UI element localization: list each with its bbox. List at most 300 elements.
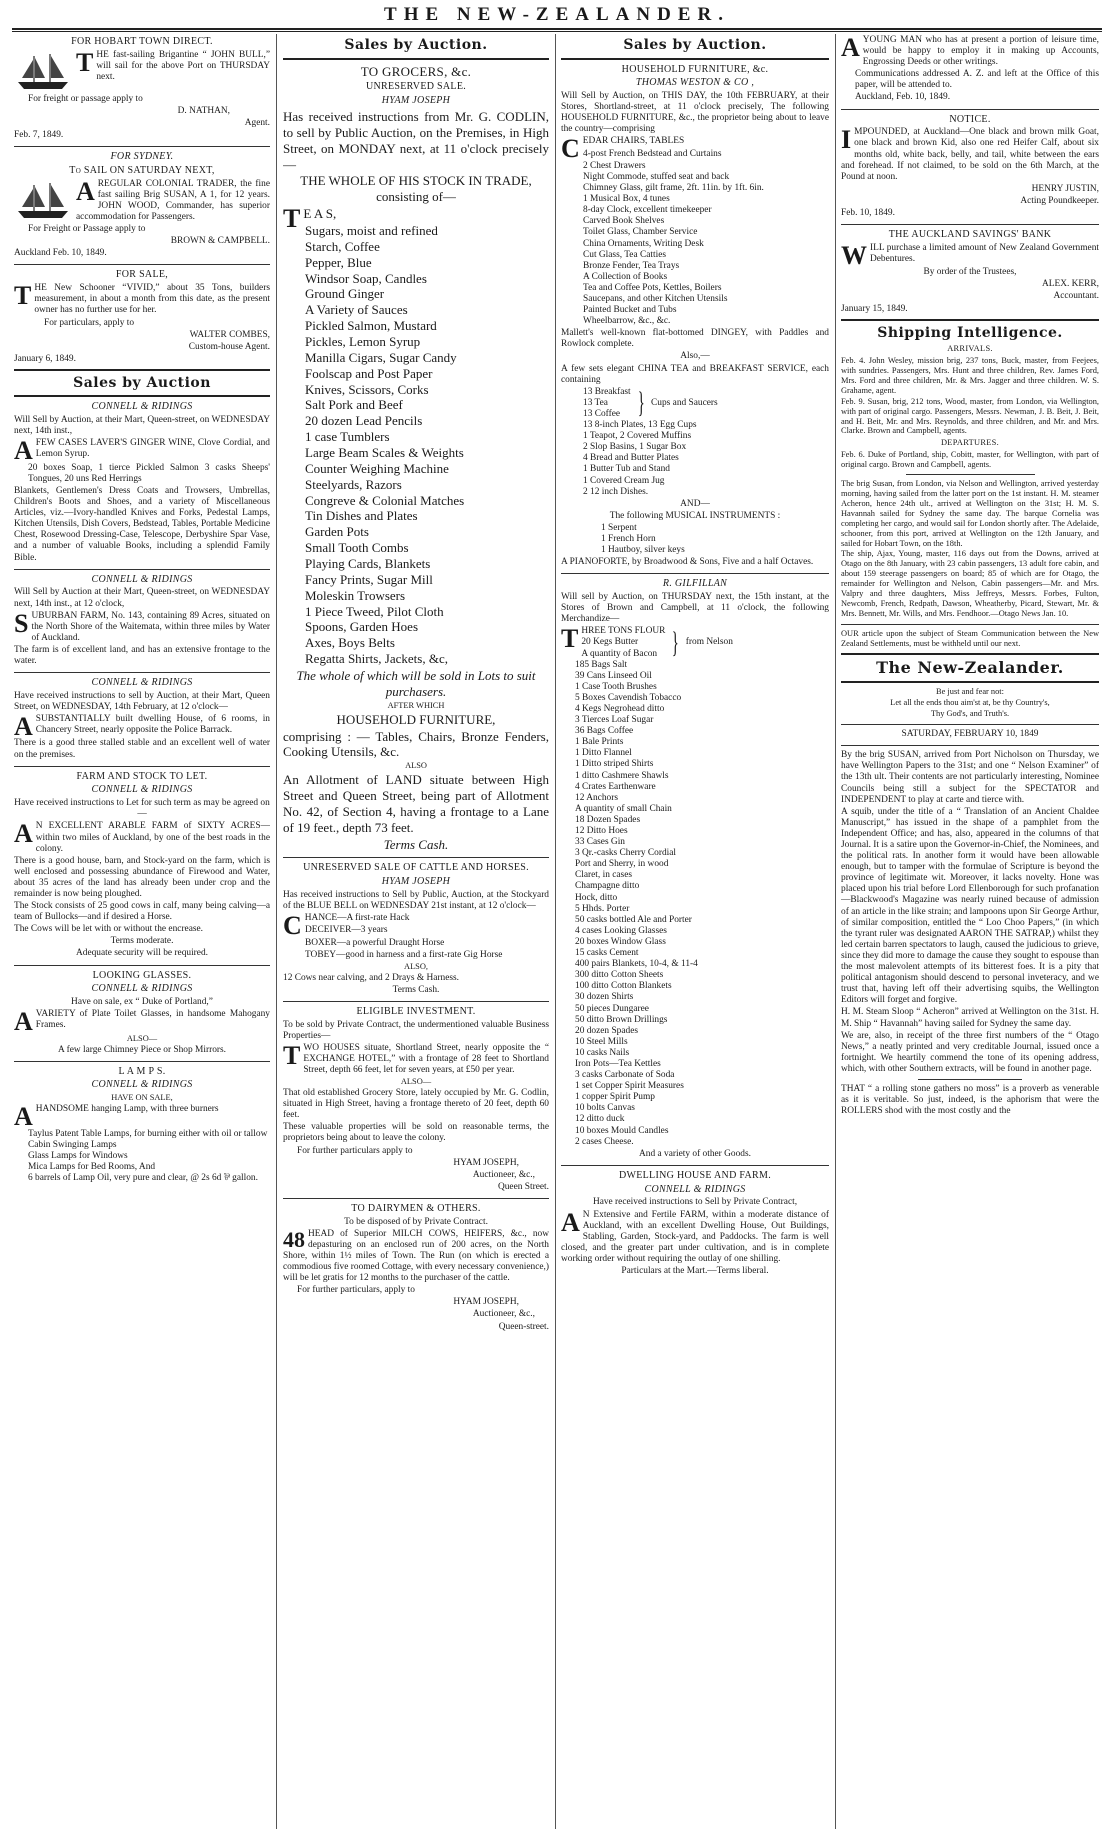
- ad-text: Will Sell by Auction, at their Mart, Queen-street, on WEDNESDAY next, 14th inst.,: [14, 415, 270, 437]
- section-heading: Sales by Auction: [73, 374, 211, 391]
- ad-lead: WO HOUSES situate, Shortland Street, nearly opposite the “ EXCHANGE HOTEL,” with a frontage of 28 feet to Shortland Street, depth 66 feet, let for seven years, at £50 per year.: [303, 1042, 549, 1076]
- ad-p3: The Cows will be let with or without the encrease.: [14, 924, 204, 935]
- list-item: A quantity of Bacon: [581, 648, 658, 659]
- drop-cap: S: [14, 608, 29, 638]
- column-2: [283, 34, 549, 1829]
- ad-firm: CONNELL & RIDINGS: [91, 1079, 193, 1091]
- list-item: 1 case Tumblers: [305, 429, 390, 445]
- drop-cap: A: [14, 1007, 33, 1037]
- ad-text: To be disposed of by Private Contract.: [344, 1216, 488, 1227]
- list-item: 2 12 inch Dishes.: [583, 486, 649, 497]
- list-item: 1 Case Tooth Brushes: [575, 681, 657, 692]
- departures-heading: DEPARTURES.: [940, 438, 1000, 448]
- ad-security: Adequate security will be required.: [76, 948, 208, 959]
- separator: [841, 745, 1099, 746]
- motto-line: Be just and fear not:: [936, 687, 1004, 697]
- separator: [841, 624, 1099, 625]
- arrivals-heading: ARRIVALS.: [947, 344, 993, 354]
- list-item: Cabin Swinging Lamps: [28, 1139, 117, 1150]
- arrival-entry: Feb. 4. John Wesley, mission brig, 237 tons, Buck, master, from Feejees, with sundries. Passengers, Mrs. Hunt and three children, Rev. James Ford, Mrs. Ford and three children, Mr. & Mrs. Jagger and three children. W. S. Grahame, agent.: [841, 356, 1099, 395]
- ship-news: The brig Susan, from London, via Nelson and Wellington, arrived yesterday morning, having sailed from the latter port on the 1st instant. H. M. steamer Acheron, hence 24th ult., arrived at Wellington on the 31st; H. M. S. Havannah sailed for Sydney the same day. The barque Cornelia was completing her cargo, and would sail for London shortly after. The Adelaide, schooner, from this port, arrived at Wellington on the 12th January, and sailed for Hobart Town, on the 18th.: [841, 479, 1099, 548]
- list-item: 20 boxes Window Glass: [575, 936, 666, 947]
- ad-text: Have on sale, ex “ Duke of Portland,”: [71, 997, 213, 1008]
- list-item: 13 8-inch Plates, 13 Egg Cups: [583, 420, 697, 431]
- list-item: 1 Covered Cream Jug: [583, 475, 665, 486]
- ad-terms: Terms Cash.: [392, 984, 440, 995]
- ad-date: Auckland Feb. 10, 1849.: [14, 248, 107, 259]
- ad-role: Custom-house Agent.: [188, 341, 270, 352]
- ad-name: HYAM JOSEPH: [381, 876, 451, 888]
- list-item: Wheelbarrow, &c., &c.: [583, 316, 671, 327]
- ad-lead: HEAD of Superior MILCH COWS, HEIFERS, &c., now depasturing on an enclosed run of 200 acres, on the North Shore, within 1½ miles of Town. The Run (on which is erected a commodious five roomed Cottage, with every necessary convenience,) will be let gratis for 12 months to the purchaser of the cattle.: [283, 1228, 549, 1284]
- ad-lead: N EXCELLENT ARABLE FARM of SIXTY ACRES—within two miles of Auckland, by one of the best roads in the colony.: [35, 821, 270, 854]
- list-item: Port and Sherry, in wood: [575, 859, 669, 870]
- ad-name: HENRY JUSTIN,: [1031, 183, 1099, 194]
- list-item: Pickled Salmon, Mustard: [305, 318, 437, 334]
- ad-role: Agent.: [244, 117, 270, 128]
- editorial-para: H. M. Steam Sloop “ Acheron” arrived at Wellington on the 31st. H. M. Ship “ Havannah” having sailed for Sydney the same day.: [841, 1007, 1099, 1029]
- list-item: 10 casks Nails: [575, 1047, 630, 1058]
- cups-label: Cups and Saucers: [651, 397, 718, 408]
- ad-glasses: [14, 970, 270, 1056]
- ad-furniture: HOUSEHOLD FURNITURE,: [336, 711, 496, 727]
- ad-cows: 12 Cows near calving, and 2 Drays & Harness.: [283, 972, 460, 983]
- list-item: Bronze Fender, Tea Trays: [583, 260, 680, 271]
- column-rule: [835, 34, 836, 1829]
- separator: [283, 857, 549, 858]
- ad-also: ALSO—: [400, 1077, 432, 1087]
- editorial-date: SATURDAY, FEBRUARY 10, 1849: [901, 729, 1039, 740]
- separator: [14, 672, 270, 673]
- ad-sub: To SAIL ON SATURDAY NEXT,: [69, 164, 215, 176]
- ad-comprising: comprising : — Tables, Chairs, Bronze Fenders, Cooking Utensils, &c.: [283, 728, 549, 760]
- separator: [561, 58, 829, 60]
- list-item: 4 Crates Earthenware: [575, 781, 656, 792]
- ad-farm: [14, 771, 270, 960]
- ad-items: 20 boxes Soap, 1 tierce Pickled Salmon 3 casks Sheeps' Tongues, 20 uns Red Herrings: [28, 462, 270, 484]
- ad-grocers: [283, 64, 549, 853]
- list-item: 3 Tierces Loaf Sugar: [575, 715, 654, 726]
- ad-text: Have received instructions to Let for such term as may be agreed on—: [14, 798, 270, 820]
- ad-lead: SUBSTANTIALLY built dwelling House, of 6 rooms, in Chancery Street, nearly opposite the Police Barrack.: [35, 714, 270, 736]
- separator: [841, 319, 1099, 321]
- editorial-para: We are, also, in receipt of the three first numbers of the “ Otago News,” a neatly printed and very creditable Journal, issued once a fortnight. We heartily commend the tone of its opening address, which, with other Southern extracts, will be found in another page.: [841, 1030, 1099, 1074]
- list-item: 20 dozen Lead Pencils: [305, 413, 423, 429]
- list-item: Starch, Coffee: [305, 238, 380, 254]
- ad-title: TO GROCERS, &c.: [360, 63, 472, 79]
- ad-title: LOOKING GLASSES.: [92, 969, 192, 981]
- column-4: [841, 34, 1099, 1829]
- ad-music: The following MUSICAL INSTRUMENTS :: [609, 510, 781, 521]
- list-item: Champagne ditto: [575, 881, 640, 892]
- ad-household: [561, 64, 829, 569]
- separator: [14, 965, 270, 966]
- ad-role: Accountant.: [1053, 291, 1099, 302]
- list-item: 12 Anchors: [575, 792, 618, 803]
- drop-cap: T: [14, 281, 32, 311]
- nelson-label: from Nelson: [685, 637, 733, 648]
- stock-list: [283, 223, 549, 667]
- list-item: 13 Tea: [583, 397, 608, 408]
- ad-firm: CONNELL & RIDINGS: [91, 784, 193, 796]
- list-item: Spoons, Garden Hoes: [305, 619, 419, 635]
- ad-p1: That old established Grocery Store, lately occupied by Mr. G. Codlin, situated in High Street, having a frontage thereto of 20 feet, depth 60 feet.: [283, 1088, 549, 1121]
- separator: [918, 1079, 1021, 1080]
- ad-title: L A M P S.: [118, 1065, 166, 1077]
- list-item: Knives, Scissors, Corks: [305, 381, 429, 397]
- ad-date: Feb. 7, 1849.: [14, 130, 64, 141]
- list-item: 5 Hhds. Porter: [575, 903, 630, 914]
- ad-also: ALSO: [405, 761, 427, 771]
- ad-particulars: For further particulars, apply to: [297, 1285, 415, 1296]
- ad-title: FARM AND STOCK TO LET.: [76, 770, 208, 782]
- list-item: Taylus Patent Table Lamps, for burning either with oil or tallow: [28, 1128, 268, 1139]
- ad-text: HE New Schooner “VIVID,” about 35 Tons, builders measurement, in about a month from this date, as the present owner has no further use for her.: [34, 283, 270, 316]
- list-item: 30 dozen Shirts: [575, 992, 634, 1003]
- list-item: 1 Serpent: [601, 522, 637, 533]
- ad-text: Will Sell by Auction, on THIS DAY, the 10th FEBRUARY, at their Stores, Shortland-street, at 11 o'clock precisely, The following HOUSEHOLD FURNITURE, &c., the proprietor being about to leave the country—comprising: [561, 91, 829, 135]
- list-item: 10 boxes Mould Candles: [575, 1125, 669, 1136]
- separator: [841, 109, 1099, 110]
- list-item: Regatta Shirts, Jackets, &c,: [305, 651, 448, 667]
- ad-variety: And a variety of other Goods.: [639, 1148, 751, 1159]
- list-item: 1 Butter Tub and Stand: [583, 464, 670, 475]
- ad-role: Auctioneer, &c.,: [472, 1309, 535, 1320]
- ad-sub: UNRESERVED SALE.: [365, 81, 467, 93]
- ad-p1: There is a good house, barn, and Stock-yard on the farm, which is well enclosed and possessing abundance of Firewood and Water, about 35 acres of the land has already been under crop and the remainder is now being ploughed.: [14, 855, 270, 899]
- ad-place: Queen-street.: [498, 1321, 549, 1332]
- ship-news: The ship, Ajax, Young, master, 116 days out from the Downs, arrived at Otago on the 8th January, with 23 cabin passengers, 13 adult fore cabin, and about 159 steerage passengers on board; 85 of which are for Otago, the remainder for Wellington and Nelson, Cabin passengers—Mr. and Mrs. Valpry and three daughters, Miss Jeffreys, Messrs. Forbes, Fulton, Newcomb, French, Redpath, Dawson, Wheatherby, Picard, Stewart, Mr. & Mrs. Bennett, Mr. Wills, and Mrs. Fendhoor.—Otago News Jan. 10.: [841, 549, 1099, 618]
- ad-name: HYAM JOSEPH,: [453, 1297, 519, 1308]
- list-item: Tea and Coffee Pots, Kettles, Boilers: [583, 282, 722, 293]
- separator: [14, 264, 270, 265]
- separator: [14, 1061, 270, 1062]
- merchandise-list: [561, 660, 829, 1148]
- section-heading: Sales by Auction.: [344, 37, 488, 53]
- ad-comm: Communications addressed A. Z. and left at the Office of this paper, will be attended to.: [855, 69, 1099, 91]
- ad-firm: CONNELL & RIDINGS: [91, 677, 193, 689]
- ad-firm: CONNELL & RIDINGS: [91, 401, 193, 413]
- ad-gilfillan: [561, 578, 829, 1160]
- list-item: Windsor Soap, Candles: [305, 270, 427, 286]
- ad-dingey: Mallett's well-known flat-bottomed DINGEY, with Paddles and Rowlock complete.: [561, 328, 829, 350]
- ad-text: Have received instructions to Sell by Private Contract,: [592, 1197, 798, 1208]
- ad-role: Acting Poundkeeper.: [1020, 195, 1099, 206]
- list-item: 1 Ditto striped Shirts: [575, 759, 654, 770]
- list-item: 185 Bags Salt: [575, 659, 628, 670]
- editorial-para: By the brig SUSAN, arrived from Port Nicholson on Thursday, we have Wellington Papers to the 31st; and one “ Nelson Examiner” of the 13th ult. Their contents are not particularly interesting, Nominee Councils being still a subject for the SPECTATOR and INDEPENDENT to play at carte and tierce with.: [841, 750, 1099, 805]
- list-item: EDAR CHAIRS, TABLES: [582, 136, 685, 147]
- list-item: 5 Boxes Cavendish Tobacco: [575, 692, 682, 703]
- motto-line: Thy God's, and Truth's.: [930, 709, 1010, 719]
- ad-young-man: [841, 35, 1099, 104]
- list-item: 1 copper Spirit Pump: [575, 1092, 655, 1103]
- column-rule: [276, 34, 277, 1829]
- column-1: [14, 34, 270, 1829]
- list-item: 13 Coffee: [583, 408, 621, 419]
- list-item: Toilet Glass, Chamber Service: [583, 227, 698, 238]
- ad-p2: These valuable properties will be sold on reasonable terms, the proprietors being about to leave the colony.: [283, 1122, 549, 1144]
- list-item: Small Tooth Combs: [305, 540, 409, 556]
- list-item: A Collection of Books: [583, 271, 668, 282]
- ad-name: ALEX. KERR,: [1041, 279, 1099, 290]
- ad-text: HE fast-sailing Brigantine “ JOHN BULL,” will sail for the above Port on THURSDAY next.: [96, 49, 270, 82]
- ad-lead: N Extensive and Fertile FARM, within a moderate distance of Auckland, with an excellent Dwelling House, Out Buildings, Stabling, Garden, Stock-yard, and Paddocks. The farm is well closed, and the greater part under cultivation, and is in complete working order without requiring the outlay of one shilling.: [561, 1209, 829, 1264]
- ship-icon: [14, 52, 72, 92]
- ad-dwelling: [561, 1170, 829, 1277]
- ad-teas: E A S,: [303, 206, 337, 222]
- masthead-title: THE NEW-ZEALANDER.: [384, 4, 730, 25]
- ad-date: Feb. 10, 1849.: [841, 208, 895, 219]
- ad-place: Queen Street.: [497, 1181, 549, 1192]
- departure-entry: Feb. 6. Duke of Portland, ship, Cobitt, master, for Wellington, with part of original cargo. Brown and Campbell, agents.: [841, 450, 1099, 470]
- list-item: Cut Glass, Tea Catties: [583, 249, 667, 260]
- list-item: Congreve & Colonial Matches: [305, 492, 465, 508]
- list-item: Chimney Glass, gilt frame, 2ft. 11in. by 1ft. 6in.: [583, 183, 764, 194]
- ad-lead: HANDSOME hanging Lamp, with three burners: [35, 1104, 219, 1115]
- list-item: Hock, ditto: [575, 892, 618, 903]
- list-item: Pickles, Lemon Syrup: [305, 334, 421, 349]
- separator: [14, 146, 270, 147]
- ad-text: MPOUNDED, at Auckland—One black and brown milk Goat, one black and brown Kid, also one red Heifer Calf, about six months old, white back, belly, and tail, white between the ears and forehead. If not claimed, to be sold on the 6th March, at the Pound at noon.: [841, 127, 1099, 182]
- list-item: 3 Qr.-casks Cherry Cordial: [575, 848, 677, 859]
- list-item: 20 dozen Spades: [575, 1025, 639, 1036]
- list-item: 1 Piece Tweed, Pilot Cloth: [305, 603, 444, 619]
- section-heading: Sales by Auction.: [623, 37, 767, 53]
- editorial: [841, 659, 1099, 1118]
- ad-name: THOMAS WESTON & CO ,: [635, 77, 755, 89]
- ad-text: To be sold by Private Contract, the undermentioned valuable Business Properties—: [283, 1019, 549, 1041]
- list-item: 400 pairs Blankets, 10-4, & 11-4: [575, 959, 698, 970]
- list-item: Ground Ginger: [305, 286, 385, 302]
- list-item: 300 ditto Cotton Sheets: [575, 970, 664, 981]
- editorial-title: The New-Zealander.: [876, 657, 1064, 677]
- list-item: Iron Pots—Tea Kettles: [575, 1058, 661, 1069]
- separator: [841, 224, 1099, 225]
- ad-date: January 6, 1849.: [14, 353, 76, 364]
- ad-text: ILL purchase a limited amount of New Zealand Government Debentures.: [870, 242, 1099, 264]
- ad-freight: For Freight or Passage apply to: [28, 224, 146, 235]
- ad-title: FOR SYDNEY.: [110, 151, 174, 163]
- ad-role: Auctioneer, &c.,: [472, 1169, 535, 1180]
- drop-cap: T: [283, 1040, 301, 1070]
- ad-name: HYAM JOSEPH: [381, 95, 451, 107]
- list-item: 10 bolts Canvas: [575, 1103, 635, 1114]
- list-item: 50 ditto Brown Drillings: [575, 1014, 668, 1025]
- ad-particulars: For further particulars apply to: [297, 1145, 413, 1156]
- ad-body: The farm is of excellent land, and has an extensive frontage to the water.: [14, 644, 270, 666]
- ad-sydney: [14, 151, 270, 259]
- list-item: 50 casks bottled Ale and Porter: [575, 914, 692, 925]
- list-item: Fancy Prints, Sugar Mill: [305, 571, 433, 587]
- list-item: 15 casks Cement: [575, 948, 639, 959]
- separator: [283, 1001, 549, 1002]
- list-item: 1 Bale Prints: [575, 737, 624, 748]
- list-item: 1 set Copper Spirit Measures: [575, 1081, 684, 1092]
- ad-text: REGULAR COLONIAL TRADER, the fine fast sailing Brig SUSAN, A 1, for 12 years. JOHN WOOD, Commander, has superior accommodation for Passengers.: [76, 178, 270, 223]
- ad-whole-note: The whole of which will be sold in Lots to suit purchasers.: [296, 668, 536, 699]
- ad-text: Will Sell by Auction at their Mart, Queen-street, on WEDNESDAY next, 14th inst., at 12 o'clock,: [14, 587, 270, 609]
- separator: [841, 681, 1099, 683]
- ad-lead: UBURBAN FARM, No. 143, containing 89 Acres, situated on the North Shore of the Waitemata, within three miles by Water of Auckland.: [31, 610, 270, 643]
- list-item: 1 French Horn: [601, 533, 656, 544]
- ad-whole: THE WHOLE OF HIS STOCK IN TRADE, consisting of—: [300, 173, 532, 205]
- ad-title: ELIGIBLE INVESTMENT.: [356, 1005, 476, 1017]
- list-item: DECEIVER—3 years: [305, 925, 388, 936]
- ad-title: THE AUCKLAND SAVINGS' BANK: [888, 229, 1052, 241]
- ad-date: January 15, 1849.: [841, 303, 908, 314]
- list-item: 36 Bags Coffee: [575, 726, 634, 737]
- list-item: A Variety of Sauces: [305, 302, 408, 318]
- list-item: 13 Breakfast: [583, 386, 631, 397]
- ad-freight: For freight or passage apply to: [28, 93, 143, 104]
- drop-cap: T: [76, 47, 94, 77]
- ad-text: Have received instructions to sell by Auction, at their Mart, Queen Street, on WEDNESDAY, 14th February, at 12 o'clock—: [14, 690, 270, 712]
- list-item: 2 cases Cheese.: [575, 1136, 634, 1147]
- ad-text: Has received instructions from Mr. G. CODLIN, to sell by Public Auction, on the Premises, in High Street, on MONDAY next, at 11 o'clock precisely—: [283, 108, 549, 172]
- ad-agent: D. NATHAN,: [177, 105, 230, 116]
- drop-cap: I: [841, 125, 852, 155]
- ad-savings-bank: [841, 229, 1099, 315]
- ship-icon: [14, 181, 72, 221]
- separator: [14, 766, 270, 767]
- drop-cap: T: [561, 624, 579, 654]
- list-item: 18 Dozen Spades: [575, 814, 641, 825]
- ad-auction-2: [14, 574, 270, 667]
- masthead-rule: [12, 28, 1102, 32]
- ad-auction-3: [14, 677, 270, 761]
- drop-cap: W: [841, 240, 867, 270]
- list-item: Glass Lamps for Windows: [28, 1150, 128, 1161]
- list-item: BOXER—a powerful Draught Horse: [305, 937, 445, 948]
- list-item: 2 Slop Basins, 1 Sugar Box: [583, 442, 687, 453]
- list-item: 12 ditto duck: [575, 1114, 625, 1125]
- ad-firm: CONNELL & RIDINGS: [91, 983, 193, 995]
- ad-title: UNRESERVED SALE OF CATTLE AND HORSES.: [303, 862, 529, 874]
- brace-icon: }: [637, 386, 645, 420]
- ad-extra: A few large Chimney Piece or Shop Mirrors.: [57, 1044, 227, 1055]
- ad-title: FOR HOBART TOWN DIRECT.: [71, 36, 213, 47]
- ad-particulars: Particulars at the Mart.—Terms liberal.: [621, 1265, 769, 1276]
- list-item: Axes, Boys Belts: [305, 635, 395, 651]
- separator: [283, 58, 549, 60]
- list-item: Manilla Cigars, Sugar Candy: [305, 349, 457, 365]
- list-item: 8-day Clock, excellent timekeeper: [583, 205, 712, 216]
- list-item: Salt Pork and Beef: [305, 397, 403, 413]
- column-3: [561, 34, 829, 1829]
- ad-agent: BROWN & CAMPBELL.: [170, 236, 270, 247]
- separator: [14, 395, 270, 397]
- list-item: 4 cases Looking Glasses: [575, 925, 667, 936]
- ad-order: By order of the Trustees,: [923, 267, 1017, 278]
- section-heading: Shipping Intelligence.: [877, 324, 1063, 341]
- list-item: HREE TONS FLOUR: [581, 626, 666, 637]
- shipping-intelligence: [841, 325, 1099, 649]
- list-item: 1 ditto Cashmere Shawls: [575, 770, 669, 781]
- ad-cattle: [283, 862, 549, 995]
- ad-after: AFTER WHICH: [387, 700, 445, 710]
- ad-terms: Terms moderate.: [110, 936, 174, 947]
- list-item: 3 casks Carbonate of Soda: [575, 1070, 675, 1081]
- lot-number: 48: [283, 1226, 305, 1252]
- ad-title: NOTICE.: [949, 113, 991, 125]
- ad-lead: VARIETY of Plate Toilet Glasses, in handsome Mahogany Frames.: [35, 1009, 270, 1031]
- separator: [906, 474, 1035, 475]
- list-item: TOBEY—good in harness and a first-rate Gig Horse: [305, 949, 503, 960]
- ad-notice: [841, 114, 1099, 220]
- ad-terms: Terms Cash.: [383, 836, 449, 852]
- list-item: 12 Ditto Hoes: [575, 826, 628, 837]
- ad-title: HOUSEHOLD FURNITURE, &c.: [621, 63, 769, 75]
- separator: [14, 369, 270, 371]
- ad-also: Also,—: [680, 351, 710, 362]
- ad-p2: The Stock consists of 25 good cows in calf, many being calving—a team of Bullocks—and if desired a Horse.: [14, 901, 270, 923]
- ad-lamps: [14, 1066, 270, 1184]
- list-item: A quantity of small Chain: [575, 803, 672, 814]
- ad-china: A few sets elegant CHINA TEA and BREAKFAST SERVICE, each containing: [561, 363, 829, 385]
- list-item: Counter Weighing Machine: [305, 460, 449, 476]
- list-item: 1 Ditto Flannel: [575, 748, 632, 759]
- ad-body: There is a good three stalled stable and an excellent well of water on the premises.: [14, 738, 270, 760]
- list-item: Foolscap and Post Paper: [305, 365, 433, 381]
- drop-cap: C: [283, 911, 302, 941]
- list-item: Painted Bucket and Tubs: [583, 305, 677, 316]
- ad-name: WALTER COMBES,: [189, 329, 270, 340]
- list-item: 100 ditto Cotton Blankets: [575, 981, 672, 992]
- ad-text: Will sell by Auction, on THURSDAY next, the 15th instant, at the Stores of Brown and Campbell, at 11 o'clock, the following Merchandize—: [561, 592, 829, 625]
- ad-sub: HAVE ON SALE,: [111, 1093, 173, 1103]
- separator: [283, 1198, 549, 1199]
- ad-text: YOUNG MAN who has at present a portion of leisure time, would be happy to employ it in making up Accounts, Engrossing Deeds or other writings.: [862, 35, 1099, 68]
- ad-lead: FEW CASES LAVER'S GINGER WINE, Clove Cordial, and Lemon Syrup.: [35, 438, 270, 460]
- list-item: 4 Kegs Negrohead ditto: [575, 703, 665, 714]
- arrival-entry: Feb. 9. Susan, brig, 212 tons, Wood, master, from London, via Wellington, with part of original cargo. Passengers, Messrs. Newman, J. B. Beit, J. Beit, and H. Beit, Mr. and Mrs. Reynolds, and three children, and Mr. and Mrs. Clarke. Brown and Campbell, agents.: [841, 396, 1099, 436]
- list-item: Saucepans, and other Kitchen Utensils: [583, 294, 728, 304]
- separator: [841, 724, 1099, 725]
- list-item: 6 barrels of Lamp Oil, very pure and clear, @ 2s 6d ⅌ gallon.: [28, 1172, 258, 1183]
- ad-and: AND—: [680, 498, 710, 509]
- ad-for-sale: [14, 269, 270, 364]
- china-group: [561, 387, 829, 420]
- list-item: Garden Pots: [305, 524, 369, 540]
- drop-cap: A: [561, 1207, 580, 1237]
- list-item: Large Beam Scales & Weights: [305, 445, 464, 461]
- list-item: 1 Hautboy, silver keys: [601, 545, 685, 556]
- list-item: 50 pieces Dungaree: [575, 1003, 649, 1014]
- ad-name: HYAM JOSEPH,: [453, 1157, 519, 1168]
- brace-icon: }: [671, 625, 680, 659]
- list-item: Mica Lamps for Bed Rooms, And: [28, 1161, 156, 1172]
- ad-piano: A PIANOFORTE, by Broadwood & Sons, Five and a half Octaves.: [561, 557, 814, 568]
- ad-dairy: [283, 1203, 549, 1333]
- list-item: Steelyards, Razors: [305, 476, 402, 492]
- ad-particulars: For particulars, apply to: [44, 317, 135, 328]
- list-item: HANCE—A first-rate Hack: [304, 913, 410, 924]
- list-item: Sugars, moist and refined: [305, 222, 438, 238]
- list-item: China Ornaments, Writing Desk: [583, 238, 704, 249]
- separator: [561, 1165, 829, 1166]
- ad-hobart: [14, 36, 270, 141]
- ad-name: R. GILFILLAN: [662, 578, 728, 590]
- list-item: 10 Steel Mills: [575, 1036, 628, 1047]
- ad-auction-1: [14, 401, 270, 563]
- ad-also: ALSO,: [404, 961, 428, 971]
- list-item: Tin Dishes and Plates: [305, 508, 418, 524]
- editorial-para: THAT “ a rolling stone gathers no moss” is a proverb as venerable as it is veritable. So just, indeed, is the aphorism that were the ROLLERS shod with the most costly and the: [841, 1083, 1099, 1117]
- list-item: 33 Cases Gin: [575, 837, 625, 848]
- list-item: 20 Kegs Butter: [581, 637, 639, 648]
- editorial-para: A squib, under the title of a “ Translation of an Ancient Chaldee Manuscript,” has issued in the shape of a pamphlet from the Independent Office; and has, also, appeared in the columns of that Journal. It is a satire upon the Governor-in-Chief, the Nominees, and the political rats. In another form it would have been allowable enough, but to tamper with the formulae of Scripture is beyond the province of legitimate wit. Moreover, it lacks novelty. Hone was placed upon his trial before Lord Ellenborough for such profanation—Blackwood's Magazine was nearly ruined because of admission of an article in the like strain; and lampoons upon Sir George Arthur, of similar composition, entitled the “ Loo Choo Papers,” (in which the tyrant ruler was designated AARON THE SATRAP,) whilst they led certain barren spectators to laugh, caused the judicious to grieve, since they did more to damage the cause they sought to espouse than the most malevolent attempts of its bitterest foes. It is a pity that political antagonism should descend to personal inveteracy, and we trust that, having left off their advertising squibs, the Wellington Editors will forget and forgive.: [841, 806, 1099, 1006]
